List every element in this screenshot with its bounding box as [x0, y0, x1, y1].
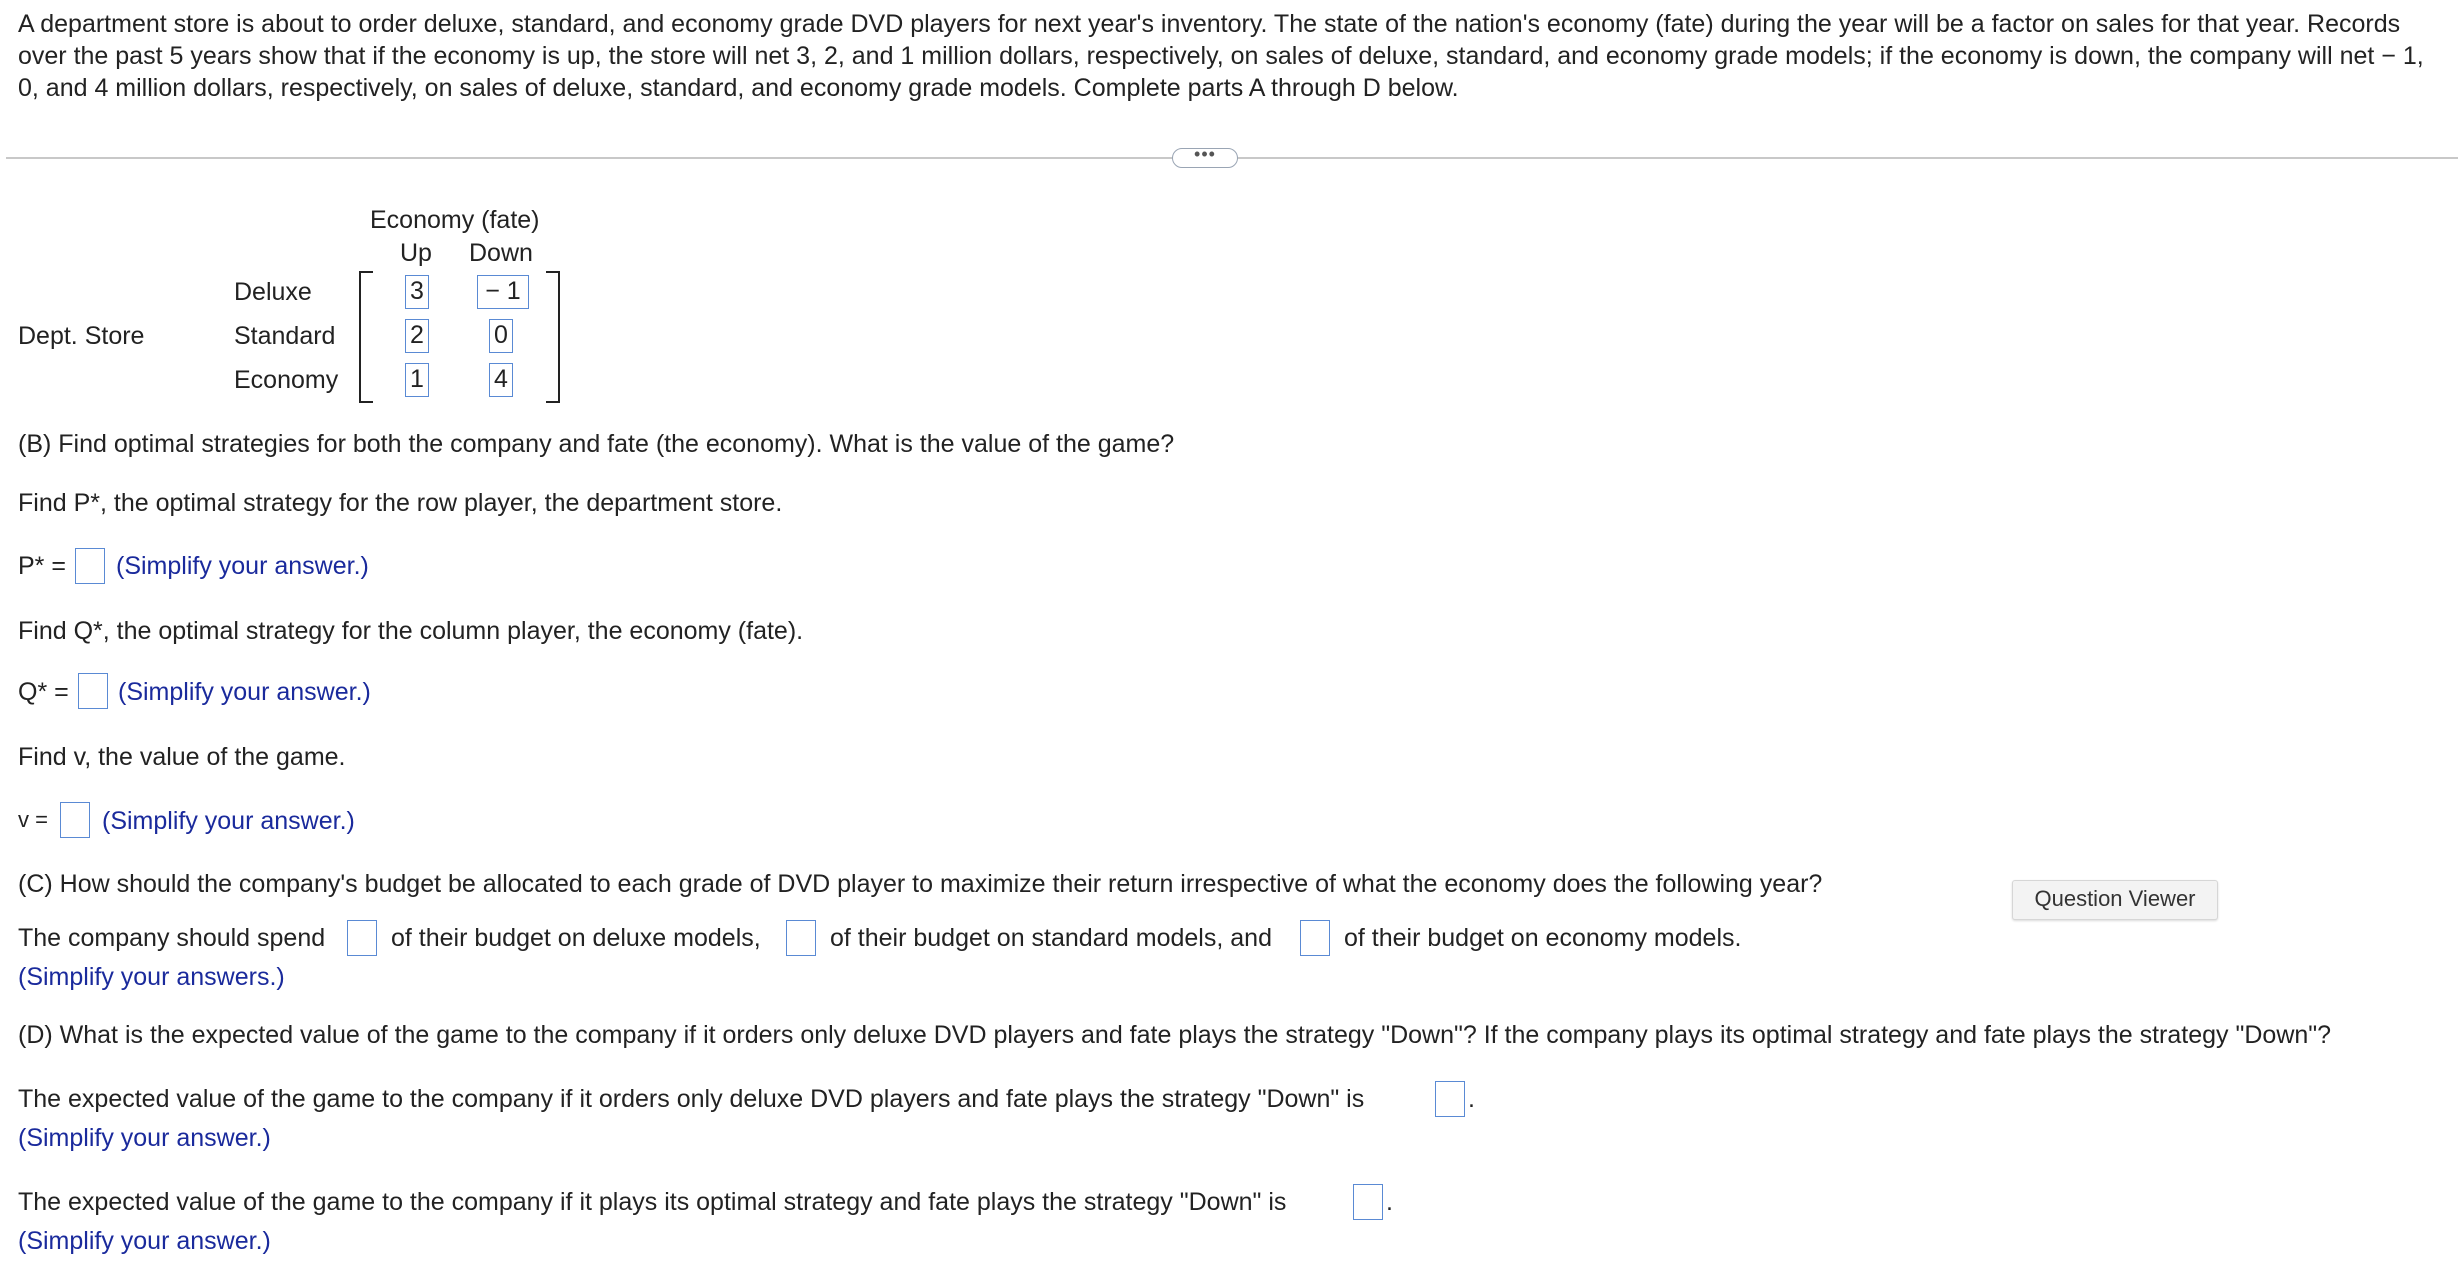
- part-c-text-deluxe: of their budget on deluxe models,: [391, 924, 761, 952]
- matrix-col-label-down: Down: [469, 239, 533, 267]
- p-star-label: P* =: [18, 552, 66, 580]
- v-label: v =: [18, 807, 48, 832]
- find-p-prompt: Find P*, the optimal strategy for the row player, the department store.: [18, 489, 783, 517]
- part-c-text-spend: The company should spend: [18, 924, 326, 952]
- matrix-cell-deluxe-up: 3: [405, 275, 429, 309]
- problem-intro: A department store is about to order deluxe, standard, and economy grade DVD players for next year's inventory. The state of the nation's economy (fate) during the year will be a factor on sales for that year. Records over the past 5 years show that if the economy is up, the store will net 3, 2, and 1 million dollars, respectively, on sales of deluxe, standard, and economy grade models; if the economy is down, the company will net − 1, 0, and 4 million dollars, respectively, on sales of deluxe, standard, and economy grade models. Complete parts A through D below.: [18, 10, 2424, 102]
- part-c-question: (C) How should the company's budget be allocated to each grade of DVD player to maximize their return irrespective of what the economy does the following year?: [18, 870, 1823, 898]
- q-star-hint: (Simplify your answer.): [118, 678, 371, 706]
- matrix-cell-economy-up: 1: [405, 363, 429, 397]
- part-d-deluxe-hint: (Simplify your answer.): [18, 1124, 271, 1152]
- p-star-hint: (Simplify your answer.): [116, 552, 369, 580]
- matrix-row-label-economy: Economy: [234, 366, 339, 394]
- part-c-text-standard: of their budget on standard models, and: [830, 924, 1272, 952]
- economy-budget-input[interactable]: [1300, 920, 1330, 956]
- v-input[interactable]: [60, 802, 90, 838]
- matrix-cell-standard-up: 2: [405, 319, 429, 353]
- part-d-deluxe-text: The expected value of the game to the company if it orders only deluxe DVD players and fate plays the strategy "Down" is: [18, 1085, 1365, 1113]
- find-v-prompt: Find v, the value of the game.: [18, 743, 346, 771]
- matrix-row-label-deluxe: Deluxe: [234, 278, 312, 306]
- deluxe-budget-input[interactable]: [347, 920, 377, 956]
- matrix-left-bracket: [359, 271, 373, 403]
- q-star-input[interactable]: [78, 673, 108, 709]
- matrix-cell-economy-down: 4: [489, 363, 513, 397]
- part-c-text-economy: of their budget on economy models.: [1344, 924, 1742, 952]
- matrix-cell-standard-down: 0: [489, 319, 513, 353]
- q-star-label: Q* =: [18, 678, 69, 706]
- matrix-col-label-up: Up: [400, 239, 432, 267]
- part-d-optimal-hint: (Simplify your answer.): [18, 1227, 271, 1255]
- find-q-prompt: Find Q*, the optimal strategy for the column player, the economy (fate).: [18, 617, 804, 645]
- p-star-input[interactable]: [75, 548, 105, 584]
- optimal-down-expected-value-input[interactable]: [1353, 1184, 1383, 1220]
- part-d-question: (D) What is the expected value of the game to the company if it orders only deluxe DVD players and fate plays the strategy "Down"? If the company plays its optimal strategy and fate plays the strategy "Down"?: [18, 1021, 2332, 1049]
- question-viewer-button[interactable]: Question Viewer: [2012, 880, 2218, 920]
- deluxe-down-expected-value-input[interactable]: [1435, 1081, 1465, 1117]
- part-b-question: (B) Find optimal strategies for both the company and fate (the economy). What is the value of the game?: [18, 430, 1175, 458]
- part-d-optimal-period: .: [1386, 1188, 1393, 1216]
- matrix-row-label-standard: Standard: [234, 322, 336, 350]
- matrix-row-player-label: Dept. Store: [18, 322, 145, 350]
- part-d-deluxe-period: .: [1468, 1085, 1475, 1113]
- matrix-right-bracket: [546, 271, 560, 403]
- standard-budget-input[interactable]: [786, 920, 816, 956]
- part-c-hint: (Simplify your answers.): [18, 963, 285, 991]
- matrix-column-header: Economy (fate): [370, 206, 540, 234]
- part-d-optimal-text: The expected value of the game to the company if it plays its optimal strategy and fate plays the strategy "Down" is: [18, 1188, 1287, 1216]
- matrix-cell-deluxe-down: − 1: [477, 275, 529, 309]
- v-hint: (Simplify your answer.): [102, 807, 355, 835]
- expand-divider-button[interactable]: •••: [1172, 148, 1238, 168]
